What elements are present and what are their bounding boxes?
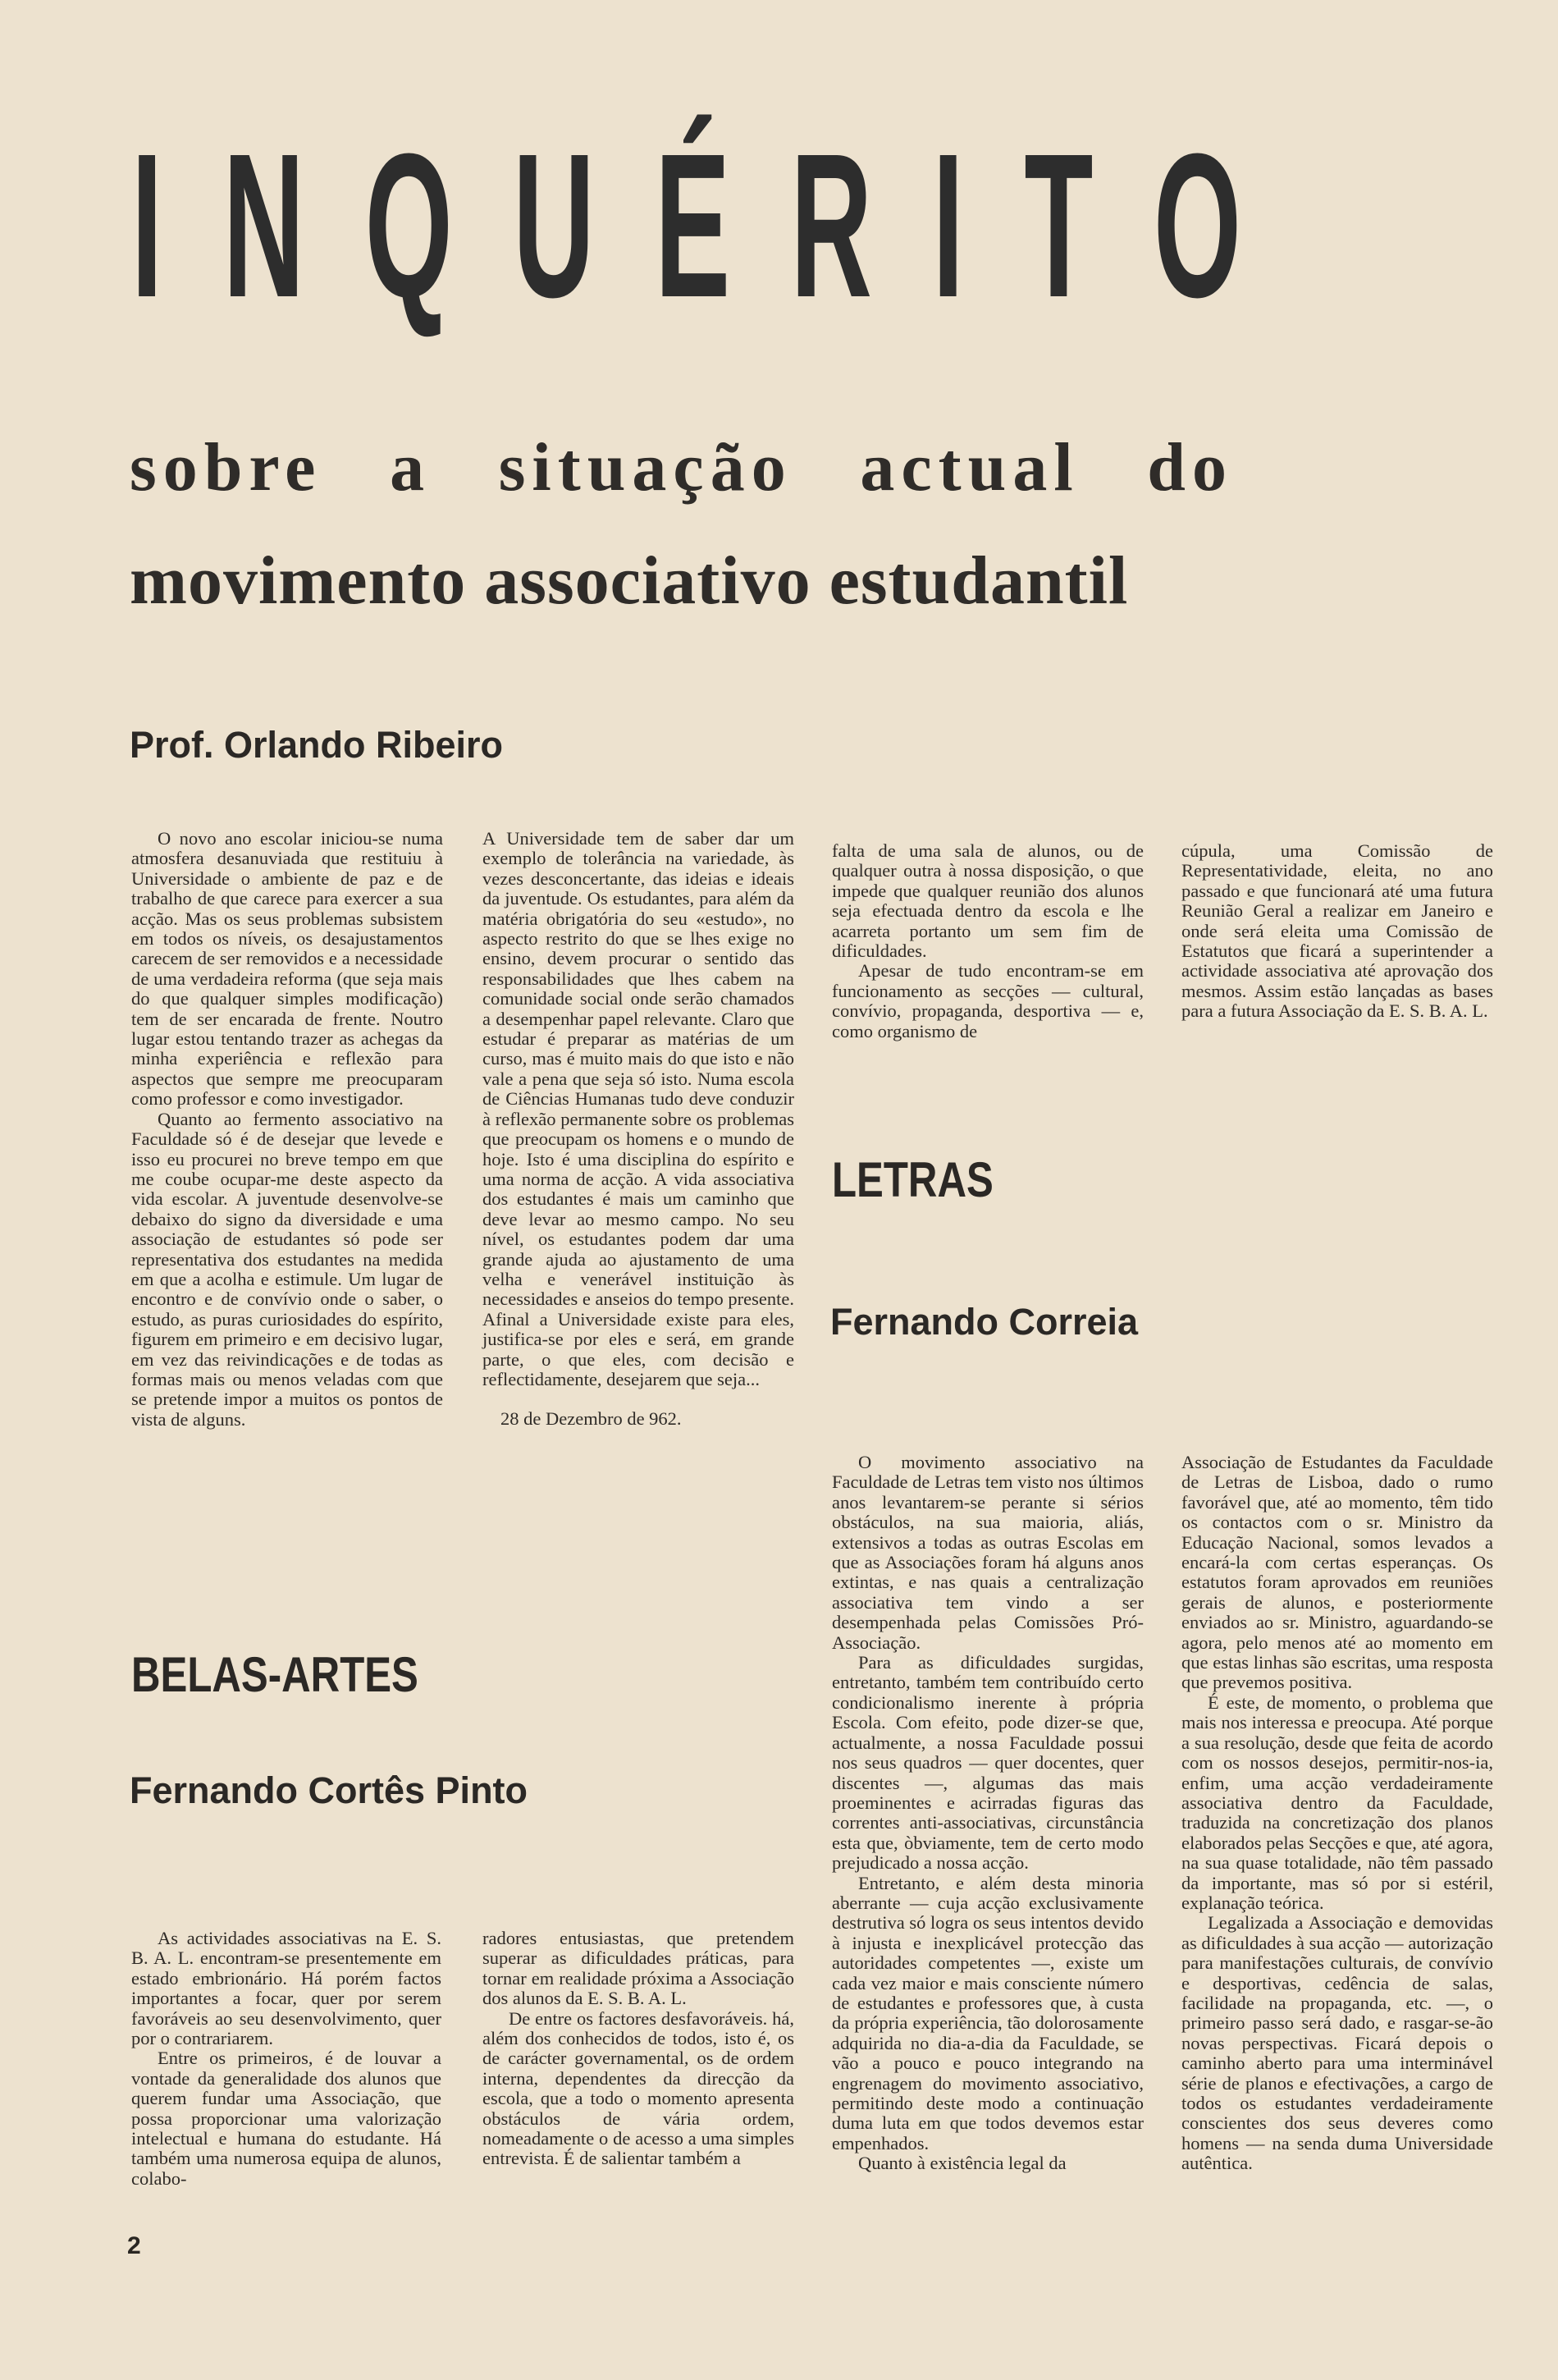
article1-column-1 bbox=[131, 829, 443, 1430]
paragraph: É este, de momento, o problema que mais nos interessa e preocupa. Até porque a sua resolução, desde que feita de acordo com os nossos desejos, permitir-nos-ia, enfim, uma acção verdadeiramente associativa dentro da Faculdade, traduzida na concretização dos planos elaborados pelas Secções e que, até agora, na sua quase totalidade, não têm passado da importante, mas só por si estéril, explanação teórica. bbox=[1181, 1691, 1493, 1913]
article2-column-1 bbox=[131, 1929, 441, 2189]
article2-column-3 bbox=[832, 841, 1144, 1041]
masthead-letter: U bbox=[513, 111, 595, 340]
article1-column-2 bbox=[482, 829, 794, 1429]
subtitle-line-1 bbox=[130, 428, 1233, 507]
masthead-letter: T bbox=[1024, 111, 1094, 340]
author-orlando-ribeiro: Prof. Orlando Ribeiro bbox=[130, 724, 504, 766]
paragraph: Entre os primeiros, é de louvar a vontade da generalidade dos alunos que querem fundar uma Associação, que possa proporcionar uma valorização intelectual e humana do estudante. Há também uma numerosa equipa de alunos, colabo- bbox=[131, 2048, 441, 2189]
paragraph: A Universidade tem de saber dar um exemplo de tolerância na variedade, às vezes desconcertante, das ideias e ideais da juventude. Os estudantes, para além da matéria obrigatória do seu «estudo», no aspecto restrito do que se lhes exige no ensino, devem procurar o sentido das responsabilidades que lhes cabem na comunidade social onde serão chamados a desempenhar papel relevante. Claro que estudar é preparar as matérias de um curso, mas é muito mais do que isto e não vale a pena que seja só isto. Numa escola de Ciências Humanas tudo deve conduzir à reflexão permanente sobre os problemas que preocupam os homens e o mundo de hoje. Isto é uma disciplina do espírito e uma norma de acção. A vida associativa dos estudantes é mais um caminho que deve levar ao mesmo campo. No seu nível, os estudantes podem dar uma grande ajuda ao ajustamento de uma velha e venerável instituição às necessidades e anseios do tempo presente. Afinal a Universidade existe para eles, justifica-se por eles e será, em grande parte, o que eles, com decisão e reflectidamente, desejarem que seja... bbox=[482, 828, 794, 1389]
author-fernando-cortes-pinto: Fernando Cortês Pinto bbox=[130, 1769, 528, 1811]
subtitle-word: actual bbox=[860, 429, 1080, 506]
article-date: 28 de Dezembro de 962. bbox=[500, 1408, 682, 1430]
masthead-letter: N bbox=[222, 111, 305, 340]
subtitle-word: situação bbox=[498, 429, 793, 506]
paragraph: De entre os factores desfavoráveis. há, além dos conhecidos de todos, isto é, os de carácter governamental, os de ordem interna, dependentes da direcção da escola, que a todo o momento apresenta obstáculos de vária ordem, nomeadamente o de acesso a uma simples entrevista. É de salientar também a bbox=[482, 2007, 794, 2169]
paragraph: Apesar de tudo encontram-se em funcionamento as secções — cultural, convívio, propaganda, desportiva — e, como organismo de bbox=[832, 960, 1144, 1041]
author-fernando-correia: Fernando Correia bbox=[830, 1301, 1139, 1343]
masthead-letter: É bbox=[655, 111, 731, 340]
article2-column-2 bbox=[482, 1929, 794, 2169]
section-heading-letras: LETRAS bbox=[832, 1152, 994, 1207]
article2-column-4 bbox=[1181, 841, 1493, 1022]
paragraph: Legalizada a Associação e demovidas as dificuldades à sua acção — autorização para manifestações culturais, de convívio e desportivas, cedência de salas, facilidade na propaganda, etc. —, o primeiro passo será dado, e rasgar-se-ão novas perspectivas. Ficará depois o caminho aberto para uma interminável série de planos e efectivações, a cargo de todos os estudantes verdadeiramente conscientes dos seus deveres como homens — na senda duma Universidade autêntica. bbox=[1181, 1912, 1493, 2174]
paragraph: falta de uma sala de alunos, ou de qualquer outra à nossa disposição, o que impede que qualquer reunião dos alunos seja efectuada dentro da escola e lhe acarreta portanto um sem fim de dificuldades. bbox=[832, 840, 1144, 962]
paragraph: cúpula, uma Comissão de Representatividade, eleita, no ano passado e que funcionará até uma futura Reunião Geral a realizar em Janeiro e onde será eleita uma Comissão de Estatutos que ficará a superintender a actividade associativa até aprovação dos mesmos. Assim estão lançadas as bases para a futura Associação da E. S. B. A. L. bbox=[1181, 840, 1493, 1022]
paragraph: Quanto à existência legal da bbox=[858, 2153, 1067, 2174]
page-number: 2 bbox=[127, 2232, 141, 2259]
paragraph: O novo ano escolar iniciou-se numa atmosfera desanuviada que restituiu à Universidade o ambiente de paz e de trabalho de que carece para exercer a sua acção. Mas os seus problemas subsistem em todos os níveis, os desajustamentos carecem de ser removidos e a necessidade de uma verdadeira reforma (que seja mais do que qualquer simples modificação) tem de ser encarada de frente. Noutro lugar estou tentando trazer as achegas da minha experiência e reflexão para aspectos que sempre me preocuparam como professor e como investigador. bbox=[131, 828, 443, 1110]
masthead-letter: I bbox=[131, 111, 163, 340]
section-heading-belas-artes: BELAS-ARTES bbox=[131, 1647, 418, 1702]
paragraph: O movimento associativo na Faculdade de Letras tem visto nos últimos anos levantarem-se perante si sérios obstáculos, na sua maioria, aliás, extensivos a todas as outras Escolas em que as Associações foram há alguns anos extintas, e nas quais a centralização associativa tem vindo a ser desempenhada pelas Comissões Pró-Associação. bbox=[832, 1452, 1144, 1653]
masthead-letter: R bbox=[790, 111, 872, 340]
masthead-letter: I bbox=[932, 111, 964, 340]
subtitle-word: do bbox=[1147, 429, 1233, 506]
paragraph: radores entusiastas, que pretendem superar as dificuldades práticas, para tornar em realidade próxima a Associação dos alunos da E. S. B. A. L. bbox=[482, 1928, 794, 2009]
masthead-letter: O bbox=[1154, 111, 1241, 340]
masthead-title bbox=[131, 111, 1241, 340]
paragraph: Para as dificuldades surgidas, entretanto, também tem contribuído certo condicionalismo inerente à própria Escola. Com efeito, pode dizer-se que, actualmente, a nossa Faculdade possui nos seus quadros — quer docentes, quer discentes —, algumas das mais proeminentes e acirradas figuras das correntes anti-associativas, circunstância esta que, òbviamente, tem de certo modo prejudicado a nossa acção. bbox=[832, 1652, 1144, 1874]
subtitle-line-2: movimento associativo estudantil bbox=[130, 542, 1129, 619]
article3-column-1 bbox=[832, 1453, 1144, 2174]
paragraph: Quanto ao fermento associativo na Faculdade só é de desejar que levede e isso eu procurei no breve tempo em que me coube ocupar-me deste aspecto da vida escolar. A juventude desenvolve-se debaixo do signo da diversidade e uma associação de estudantes só pode ser representativa dos estudantes na medida em que a acolha e estimule. Um lugar de encontro e de convívio onde o saber, o estudo, as puras curiosidades do espírito, figurem em primeiro e em decisivo lugar, em vez das reivindicações e de todas as formas mais ou menos veladas com que se pretende impor a muitos os pontos de vista de alguns. bbox=[131, 1108, 443, 1430]
subtitle-word: sobre bbox=[130, 429, 322, 506]
paragraph: Entretanto, e além desta minoria aberrante — cuja acção exclusivamente destrutiva só logra os seus intentos devido à injusta e inexplicável protecção das autoridades competentes —, existe um cada vez maior e mais consciente número de estudantes e professores que, à custa da própria experiência, tão dolorosamente adquirida no dia-a-dia da Faculdade, se vão a pouco e pouco integrando na engrenagem do movimento associativo, permitindo deste modo a continuação duma luta em que todos devemos estar empenhados. bbox=[832, 1872, 1144, 2153]
subtitle-word: a bbox=[390, 429, 432, 506]
article3-column-2 bbox=[1181, 1453, 1493, 2174]
paragraph: Associação de Estudantes da Faculdade de Letras de Lisboa, dado o rumo favorável que, até ao momento, têm tido os contactos com o sr. Ministro da Educação Nacional, somos levados a encará-la com certas esperanças. Os estatutos foram aprovados em reuniões gerais de alunos, e posteriormente enviados ao sr. Ministro, aguardando-se agora, pelo menos até ao momento em que estas linhas são escritas, uma resposta que prevemos positiva. bbox=[1181, 1452, 1493, 1693]
paragraph: As actividades associativas na E. S. B. A. L. encontram-se presentemente em estado embrionário. Há porém factos importantes a focar, quer por serem favoráveis ao seu desenvolvimento, quer por o contrariarem. bbox=[131, 1928, 441, 2049]
masthead-letter: Q bbox=[364, 111, 453, 340]
